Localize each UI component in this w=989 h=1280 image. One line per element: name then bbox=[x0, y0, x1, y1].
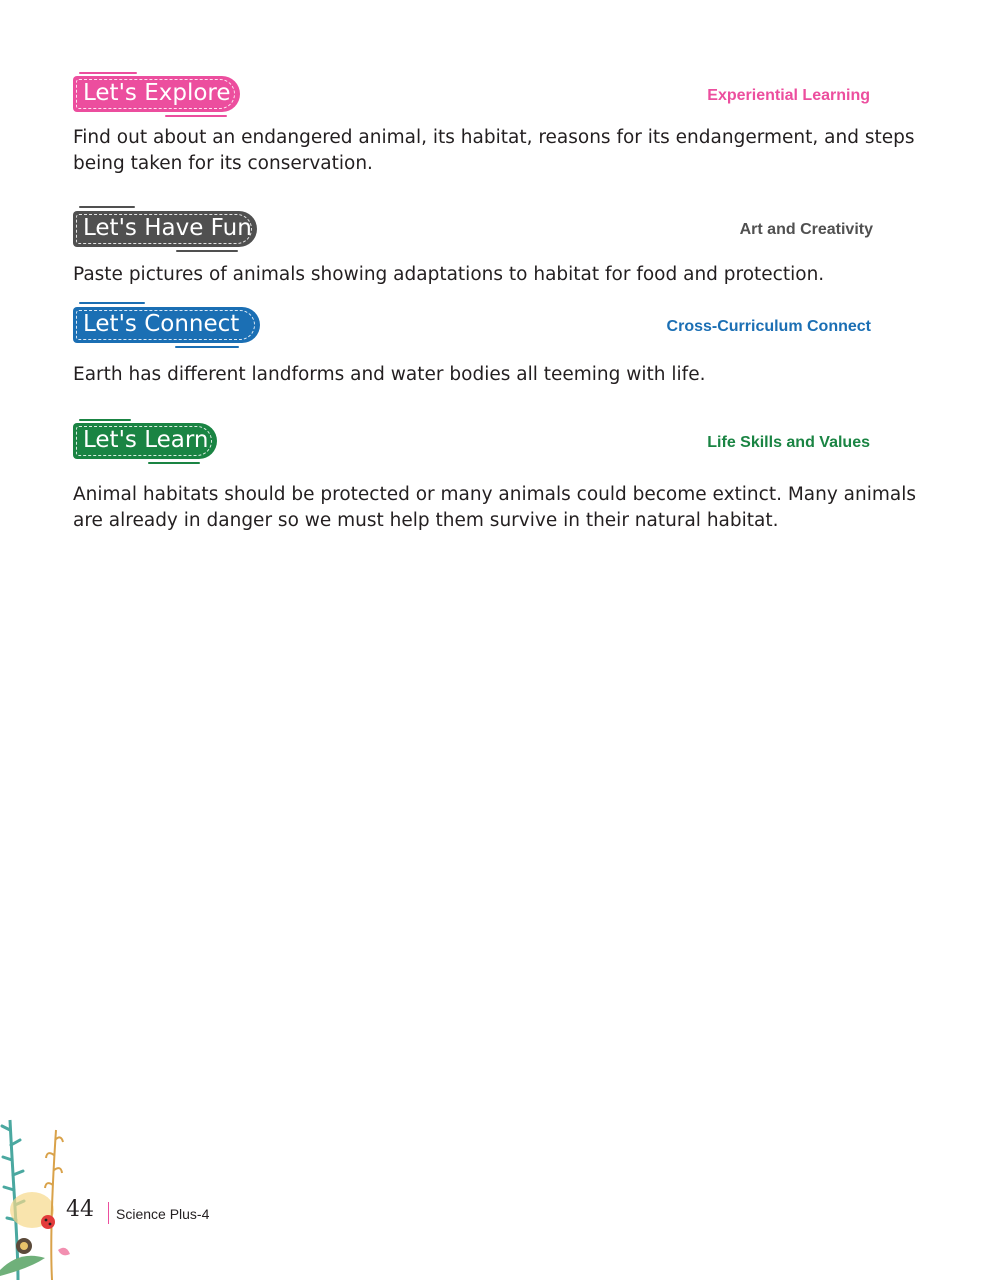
cross-curriculum-connect-label: Cross-Curriculum Connect bbox=[666, 318, 871, 335]
page-number: 44 bbox=[66, 1197, 94, 1222]
book-title: Science Plus-4 bbox=[116, 1206, 210, 1222]
badge-decoration-line bbox=[79, 302, 145, 304]
experiential-learning-label: Experiential Learning bbox=[707, 87, 870, 104]
badge-decoration-line bbox=[165, 115, 227, 117]
art-and-creativity-label: Art and Creativity bbox=[739, 221, 873, 238]
lets-explore-badge: Let's Explore bbox=[73, 76, 240, 112]
badge-decoration-line bbox=[175, 346, 239, 348]
learn-text: Animal habitats should be protected or many animals could become extinct. Many animals are already in danger so we must help them survive in their natural habitat. bbox=[73, 484, 917, 531]
footer-divider bbox=[108, 1202, 109, 1224]
life-skills-and-values-label: Life Skills and Values bbox=[707, 434, 870, 451]
explore-text: Find out about an endangered animal, its habitat, reasons for its endangerment, and steps being taken for its conservation. bbox=[73, 127, 915, 174]
lets-have-fun-badge: Let's Have Fun bbox=[73, 211, 257, 247]
badge-decoration-line bbox=[148, 462, 200, 464]
plant-decoration-icon bbox=[0, 1100, 70, 1280]
lets-connect-badge: Let's Connect bbox=[73, 307, 260, 343]
badge-decoration-line bbox=[176, 250, 238, 252]
badge-decoration-line bbox=[79, 206, 135, 208]
connect-text: Earth has different landforms and water bodies all teeming with life. bbox=[73, 364, 706, 385]
have-fun-text: Paste pictures of animals showing adaptations to habitat for food and protection. bbox=[73, 264, 825, 285]
badge-decoration-line bbox=[79, 419, 131, 421]
lets-learn-badge: Let's Learn bbox=[73, 423, 217, 459]
badge-decoration-line bbox=[79, 72, 137, 74]
